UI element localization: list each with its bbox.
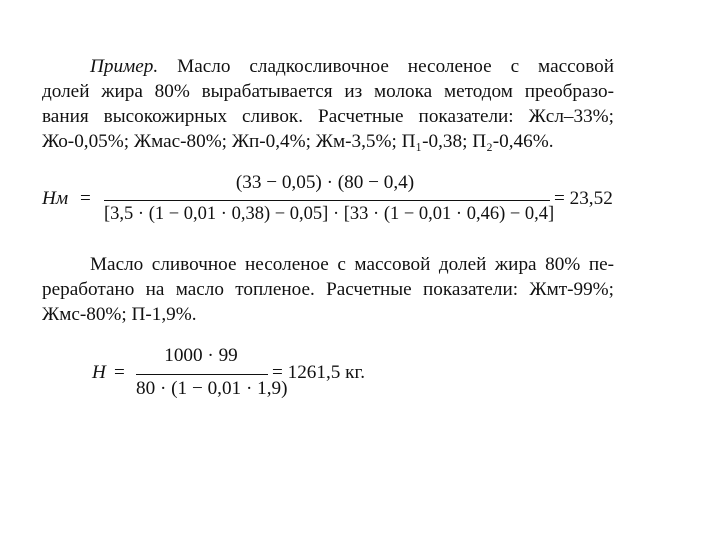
formula-n-result: = 1261,5 кг.	[272, 362, 366, 383]
formula-nm-lhs: Нм	[42, 188, 69, 209]
formula-n-lhs: Н	[92, 362, 106, 383]
melted-butter-paragraph	[42, 252, 614, 327]
example-line-2: долей жира 80% вырабатывается из молока методом преобразо-	[42, 81, 614, 102]
example-line-3: вания высокожирных сливок. Расчетные показатели: Жсл–33%;	[42, 106, 614, 127]
formula-nm-fraction-bar	[104, 200, 550, 201]
formula-n-fraction-bar	[136, 374, 268, 375]
formula-nm-result: = 23,52	[554, 188, 613, 209]
formula-n-equals: =	[114, 362, 125, 383]
melted-line-1: Масло сливочное несоленое с массовой долей жира 80% пе-	[90, 254, 614, 275]
formula-nm	[42, 172, 622, 232]
melted-line-3: Жмс-80%; П-1,9%.	[42, 304, 197, 325]
formula-n-numerator: 1000 · 99	[164, 345, 238, 366]
formula-n-denominator: 80 · (1 − 0,01 · 1,9)	[136, 378, 288, 399]
example-line-4: Жо-0,05%; Жмас-80%; Жп-0,4%; Жм-3,5%; П₁-0,38; П₂-0,46%.	[42, 131, 554, 152]
formula-nm-numerator: (33 − 0,05) · (80 − 0,4)	[235, 172, 415, 193]
formula-n	[92, 345, 412, 405]
example-lead: Пример.	[90, 56, 159, 77]
formula-nm-denominator: [3,5 · (1 − 0,01 · 0,38) − 0,05] · [33 · (1 − 0,01 · 0,46) − 0,4]	[104, 204, 555, 224]
example-paragraph	[42, 54, 614, 154]
example-line-1	[42, 54, 614, 79]
melted-line-2: реработано на масло топленое. Расчетные показатели: Жмт-99%;	[42, 279, 614, 300]
formula-nm-equals: =	[80, 188, 91, 209]
example-line-1-text: Масло сладкосливочное несоленое с массовой	[177, 56, 615, 77]
